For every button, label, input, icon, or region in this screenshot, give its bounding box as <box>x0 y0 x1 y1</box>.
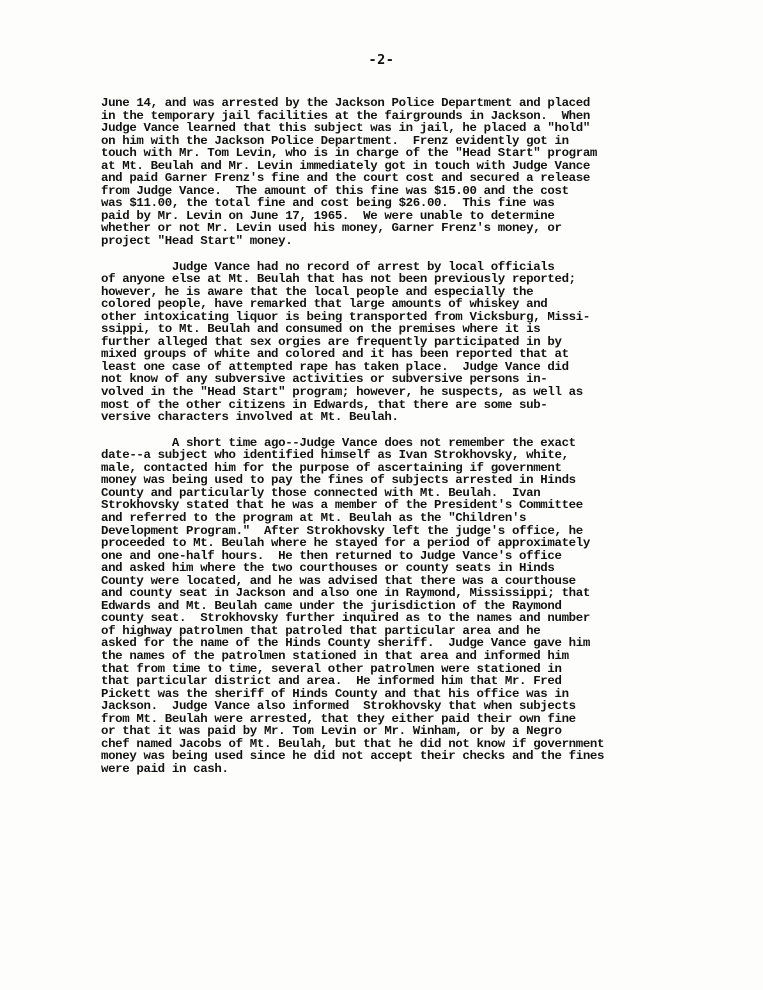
text-line: Jackson. Judge Vance also informed Strokhovsky that when subjects <box>101 699 576 714</box>
text-line: however, he is aware that the local people and especially the <box>101 284 534 299</box>
text-line: and paid Garner Frenz's fine and the court cost and secured a release <box>101 171 590 186</box>
paragraph-arrest-records <box>101 261 741 424</box>
text-line: the names of the patrolmen stationed in that area and informed him <box>101 648 569 663</box>
text-line: other intoxicating liquor is being transported from Vicksburg, Missi- <box>101 309 590 324</box>
text-line: touch with Mr. Tom Levin, who is in charge of the "Head Start" program <box>101 146 597 161</box>
text-line: Edwards and Mt. Beulah came under the jurisdiction of the Raymond <box>101 598 562 613</box>
text-line: Strokhovsky stated that he was a member of the President's Committee <box>101 498 583 513</box>
text-line: money was being used since he did not accept their checks and the fines <box>101 749 605 764</box>
text-line: one and one-half hours. He then returned to Judge Vance's office <box>101 548 562 563</box>
text-line: chef named Jacobs of Mt. Beulah, but that he did not know if government <box>101 736 605 751</box>
text-line: Judge Vance had no record of arrest by local officials <box>101 259 555 274</box>
text-line: money was being used to pay the fines of subjects arrested in Hinds <box>101 473 576 488</box>
text-line: and referred to the program at Mt. Beulah as the "Children's <box>101 510 527 525</box>
text-line: on him with the Jackson Police Department. Frenz evidently got in <box>101 133 569 148</box>
paragraph-arrest-report <box>101 97 741 248</box>
text-line: volved in the "Head Start" program; however, he suspects, as well as <box>101 385 583 400</box>
text-line: not know of any subversive activities or subversive persons in- <box>101 372 548 387</box>
text-line: of anyone else at Mt. Beulah that has not been previously reported; <box>101 272 576 287</box>
text-line: paid by Mr. Levin on June 17, 1965. We were unable to determine <box>101 208 555 223</box>
text-line: or that it was paid by Mr. Tom Levin or Mr. Winham, or by a Negro <box>101 724 562 739</box>
text-line: project "Head Start" money. <box>101 234 293 249</box>
text-line: was $11.00, the total fine and cost being $26.00. This fine was <box>101 196 555 211</box>
text-line: most of the other citizens in Edwards, that there are some sub- <box>101 397 548 412</box>
text-line: further alleged that sex orgies are frequently participated in by <box>101 334 562 349</box>
text-line: of highway patrolmen that patroled that particular area and he <box>101 623 541 638</box>
text-line: county seat. Strokhovsky further inquired as to the names and number <box>101 611 590 626</box>
text-line: and county seat in Jackson and also one in Raymond, Mississippi; that <box>101 586 590 601</box>
text-line: date--a subject who identified himself as Ivan Strokhovsky, white, <box>101 448 569 463</box>
text-line: ssippi, to Mt. Beulah and consumed on the premises where it is <box>101 322 541 337</box>
text-line: June 14, and was arrested by the Jackson Police Department and placed <box>101 96 590 110</box>
text-line: Pickett was the sheriff of Hinds County and that his office was in <box>101 686 569 701</box>
text-line: Judge Vance learned that this subject was in jail, he placed a "hold" <box>101 121 590 136</box>
text-line: that particular district and area. He informed him that Mr. Fred <box>101 674 562 689</box>
text-line: mixed groups of white and colored and it has been reported that at <box>101 347 569 362</box>
paragraph-strokhovsky-visit <box>101 437 741 776</box>
text-line: asked for the name of the Hinds County sheriff. Judge Vance gave him <box>101 636 590 651</box>
text-line: and asked him where the two courthouses or county seats in Hinds <box>101 561 555 576</box>
text-line: least one case of attempted rape has taken place. Judge Vance did <box>101 359 569 374</box>
text-line: that from time to time, several other patrolmen were stationed in <box>101 661 562 676</box>
text-line: from Mt. Beulah were arrested, that they either paid their own fine <box>101 711 576 726</box>
text-line: male, contacted him for the purpose of ascertaining if government <box>101 460 562 475</box>
text-line: colored people, have remarked that large amounts of whiskey and <box>101 297 548 312</box>
text-line: in the temporary jail facilities at the fairgrounds in Jackson. When <box>101 108 590 123</box>
text-line: A short time ago--Judge Vance does not remember the exact <box>101 435 576 450</box>
text-line: proceeded to Mt. Beulah where he stayed for a period of approximately <box>101 536 590 551</box>
text-line: versive characters involved at Mt. Beulah. <box>101 410 399 425</box>
text-line: at Mt. Beulah and Mr. Levin immediately got in touch with Judge Vance <box>101 158 590 173</box>
page-number: -2- <box>368 52 395 68</box>
text-line: from Judge Vance. The amount of this fine was $15.00 and the cost <box>101 183 569 198</box>
text-line: County and particularly those connected with Mt. Beulah. Ivan <box>101 485 541 500</box>
text-line: Development Program." After Strokhovsky left the judge's office, he <box>101 523 583 538</box>
text-line: County were located, and he was advised that there was a courthouse <box>101 573 576 588</box>
text-line: were paid in cash. <box>101 761 229 776</box>
text-line: whether or not Mr. Levin used his money, Garner Frenz's money, or <box>101 221 562 236</box>
document-body <box>101 97 741 788</box>
